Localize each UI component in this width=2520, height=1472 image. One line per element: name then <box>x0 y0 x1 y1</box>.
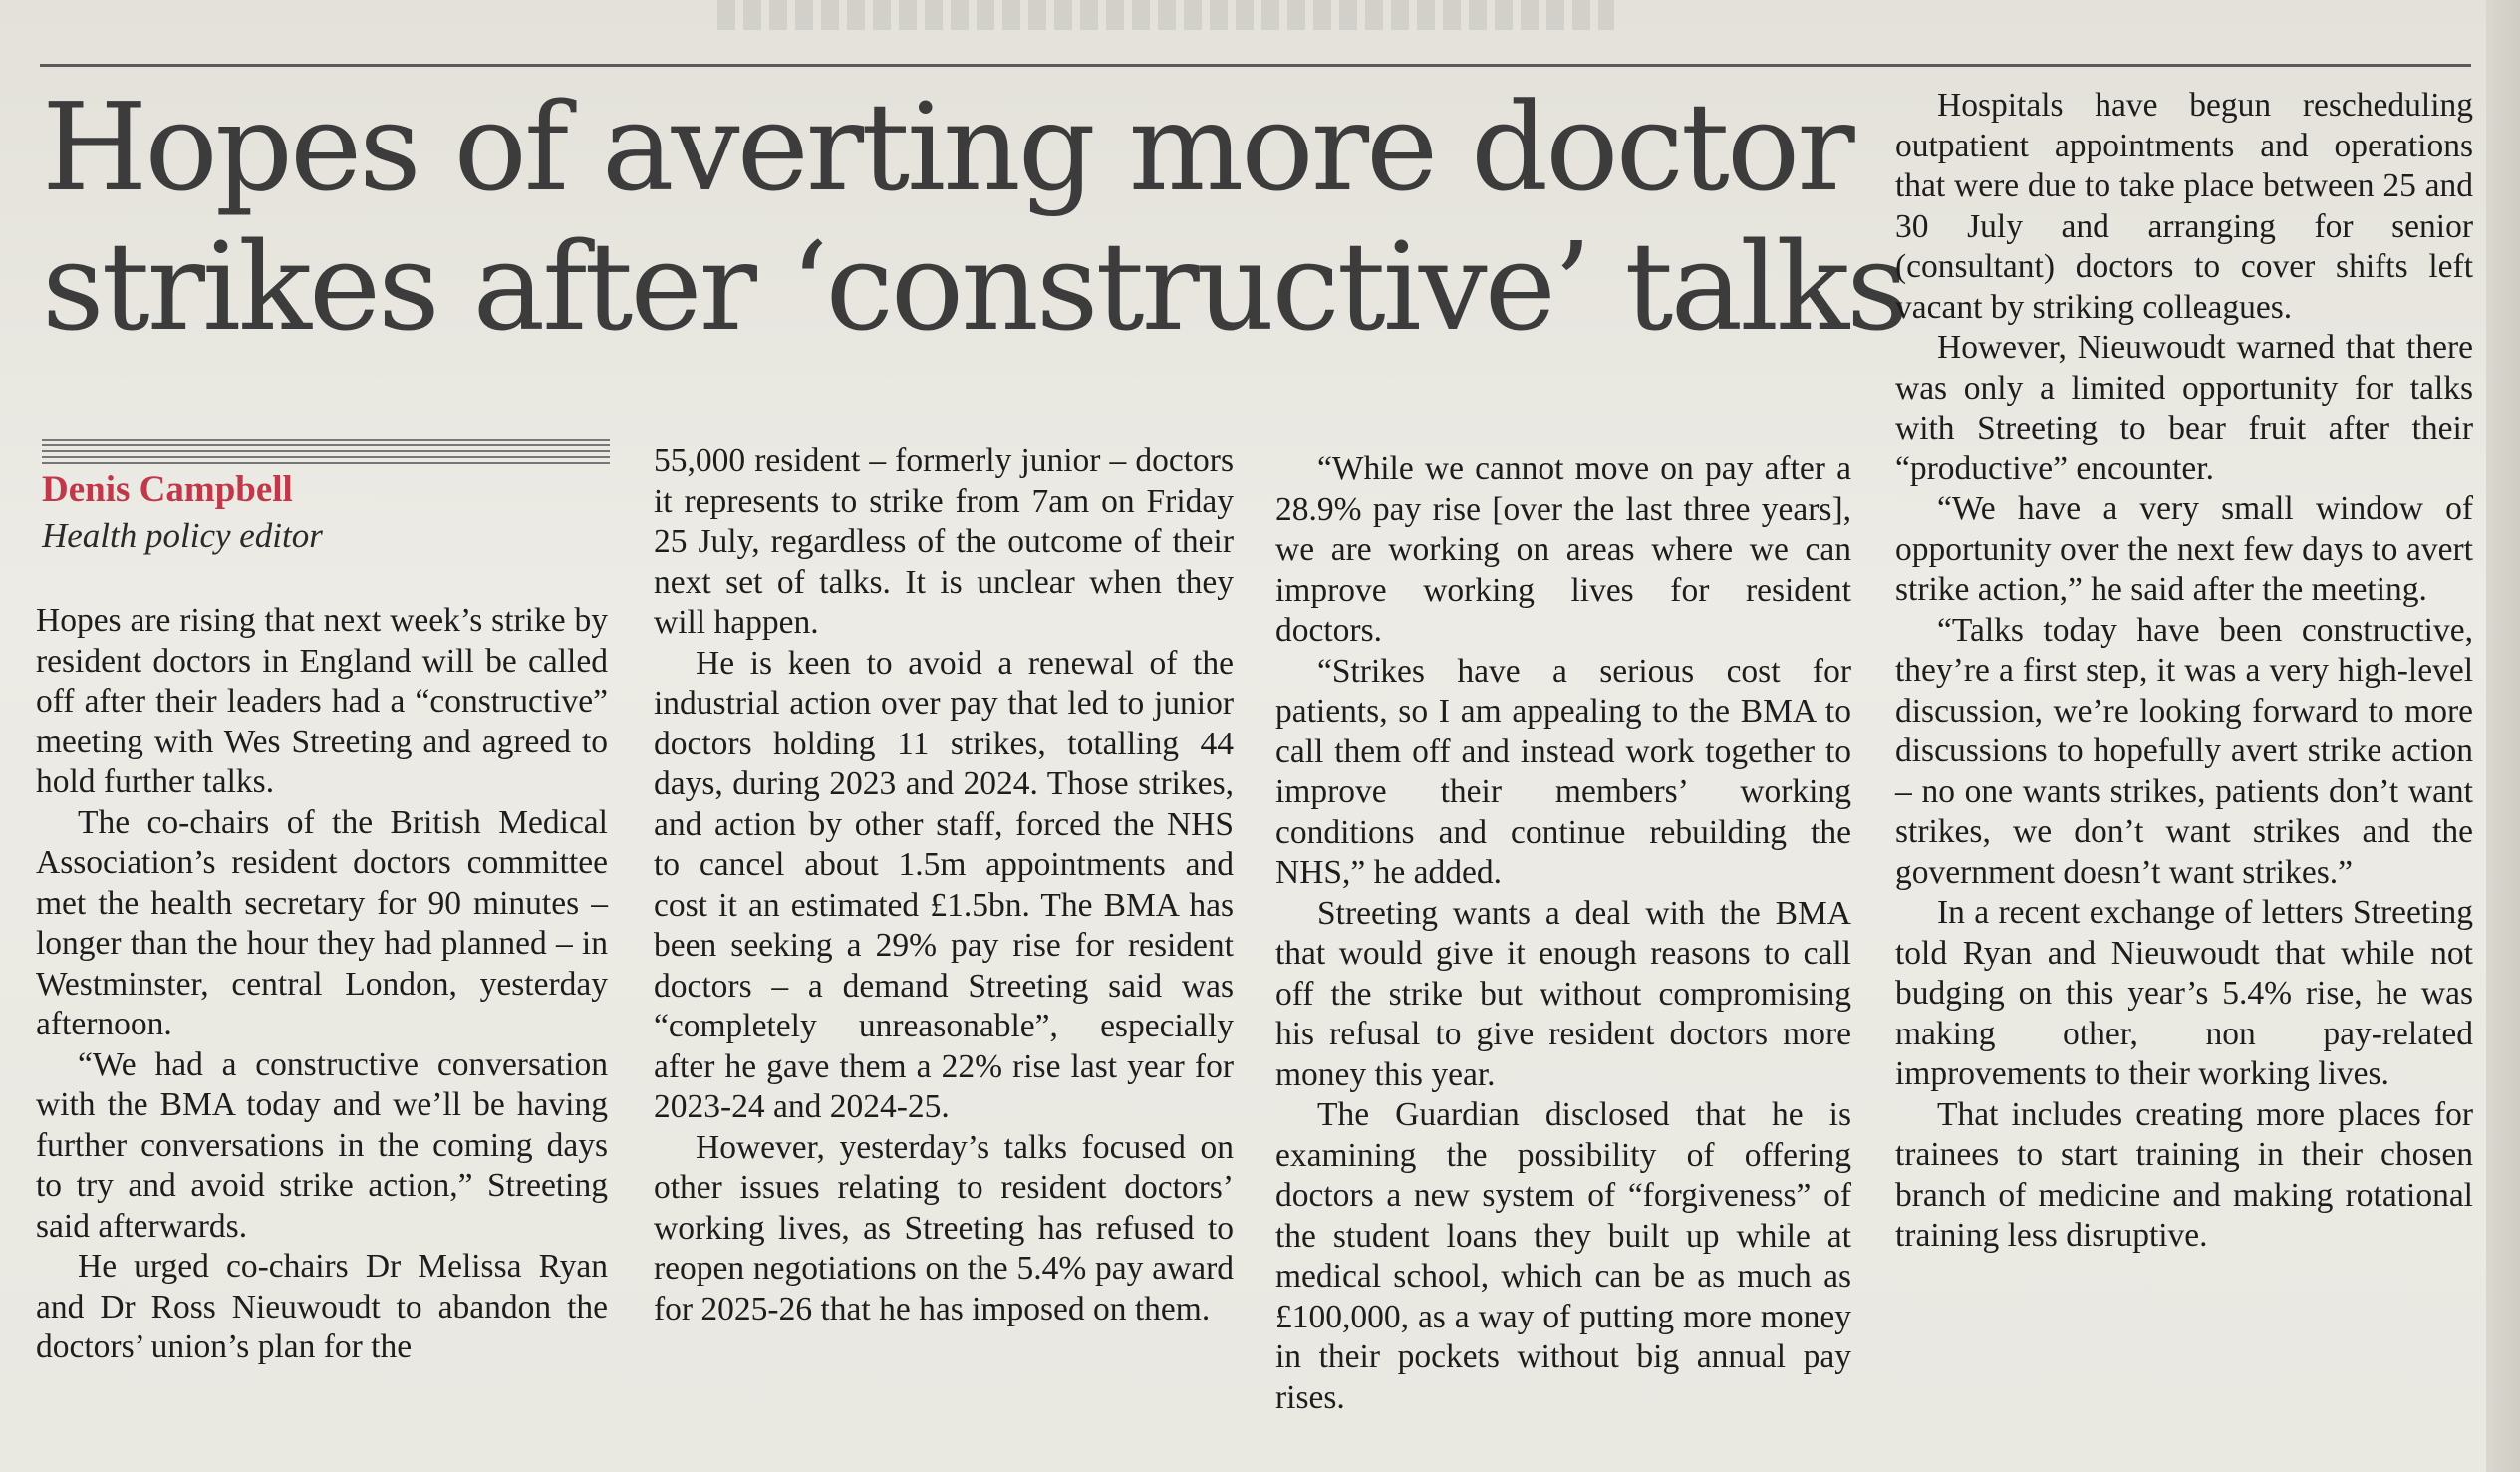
article-column-4 <box>1895 86 2473 1257</box>
show-through-text <box>717 0 1614 30</box>
paragraph: Hopes are rising that next week’s strike by resident doctors in England will be called off after their leaders had a “constructive” meeting with Wes Streeting and agreed to hold further talks. <box>36 602 608 800</box>
headline <box>42 77 1906 358</box>
paragraph: He is keen to avoid a renewal of the industrial action over pay that led to junior doctors holding 11 strikes, totalling 44 days, during 2023 and 2024. Those strikes, and action by other staff, forced the NHS to cancel about 1.5m appointments and cost it an estimated £1.5bn. The BMA has been seeking a 29% pay rise for resident doctors – a demand Streeting said was “completely unreasonable”, especially after he gave them a 22% rise last year for 2023-24 and 2024-25. <box>654 644 1234 1125</box>
paragraph: “Talks today have been constructive, they’re a first step, it was a very high-level discussion, we’re looking forward to more discussions to hopefully avert strike action – no one wants strikes, patients don’t want strikes, we don’t want strikes and the government doesn’t want strikes.” <box>1895 611 2473 891</box>
paragraph: That includes creating more places for trainees to start training in their chosen branch of medicine and making rotational training less disruptive. <box>1895 1095 2473 1254</box>
paragraph: However, yesterday’s talks focused on other issues relating to resident doctors’ working lives, as Streeting has refused to reopen negotiations on the 5.4% pay award for 2025-26 that he has imposed on them. <box>654 1128 1234 1327</box>
paragraph: In a recent exchange of letters Streeting told Ryan and Nieuwoudt that while not budging on this year’s 5.4% rise, he was making other, non pay-related improvements to their working lives. <box>1895 894 2473 1092</box>
paragraph: The Guardian disclosed that he is examining the possibility of offering doctors a new system of “forgiveness” of the student loans they built up while at medical school, which can be as much as £100,000, as a way of putting more money in their pockets without big annual pay rises. <box>1275 1096 1851 1416</box>
author-role: Health policy editor <box>42 516 323 555</box>
paragraph: Streeting wants a deal with the BMA that would give it enough reasons to call off the strike but without compromising his refusal to give resident doctors more money this year. <box>1275 894 1851 1093</box>
page-edge <box>2486 0 2520 1472</box>
paragraph: However, Nieuwoudt warned that there was only a limited opportunity for talks with Streeting to bear fruit after their “productive” encounter. <box>1895 329 2473 487</box>
article-column-1 <box>36 601 608 1368</box>
paragraph: 55,000 resident – formerly junior – doctors it represents to strike from 7am on Friday 25 July, regardless of the outcome of their next set of talks. It is unclear when they will happen. <box>654 442 1234 641</box>
byline-rules <box>42 439 610 468</box>
paragraph: “While we cannot move on pay after a 28.9% pay rise [over the last three years], we are working on areas where we can improve working lives for resident doctors. <box>1275 450 1851 649</box>
headline-line-1: Hopes of averting more doctor <box>42 77 1852 218</box>
headline-line-2: strikes after ‘constructive’ talks <box>42 216 1906 358</box>
paragraph: He urged co-chairs Dr Melissa Ryan and Dr Ross Nieuwoudt to abandon the doctors’ union’s plan for the <box>36 1248 608 1365</box>
article-column-2 <box>654 442 1234 1329</box>
article-column-3 <box>1275 449 1851 1418</box>
top-rule <box>40 64 2471 67</box>
author-name: Denis Campbell <box>42 469 293 510</box>
paragraph: “Strikes have a serious cost for patients, so I am appealing to the BMA to call them off and instead work together to improve their members’ working conditions and continue rebuilding the NHS,” he added. <box>1275 652 1851 891</box>
paragraph: The co-chairs of the British Medical Association’s resident doctors committee met the health secretary for 90 minutes – longer than the hour they had planned – in Westminster, central London, yesterday afternoon. <box>36 803 608 1042</box>
paragraph: Hospitals have begun rescheduling outpatient appointments and operations that were due to take place between 25 and 30 July and arranging for senior (consultant) doctors to cover shifts left vacant by striking colleagues. <box>1895 87 2473 326</box>
paragraph: “We had a constructive conversation with the BMA today and we’ll be having further conversations in the coming days to try and avoid strike action,” Streeting said afterwards. <box>36 1045 608 1245</box>
paragraph: “We have a very small window of opportunity over the next few days to avert strike action,” he said after the meeting. <box>1895 490 2473 608</box>
